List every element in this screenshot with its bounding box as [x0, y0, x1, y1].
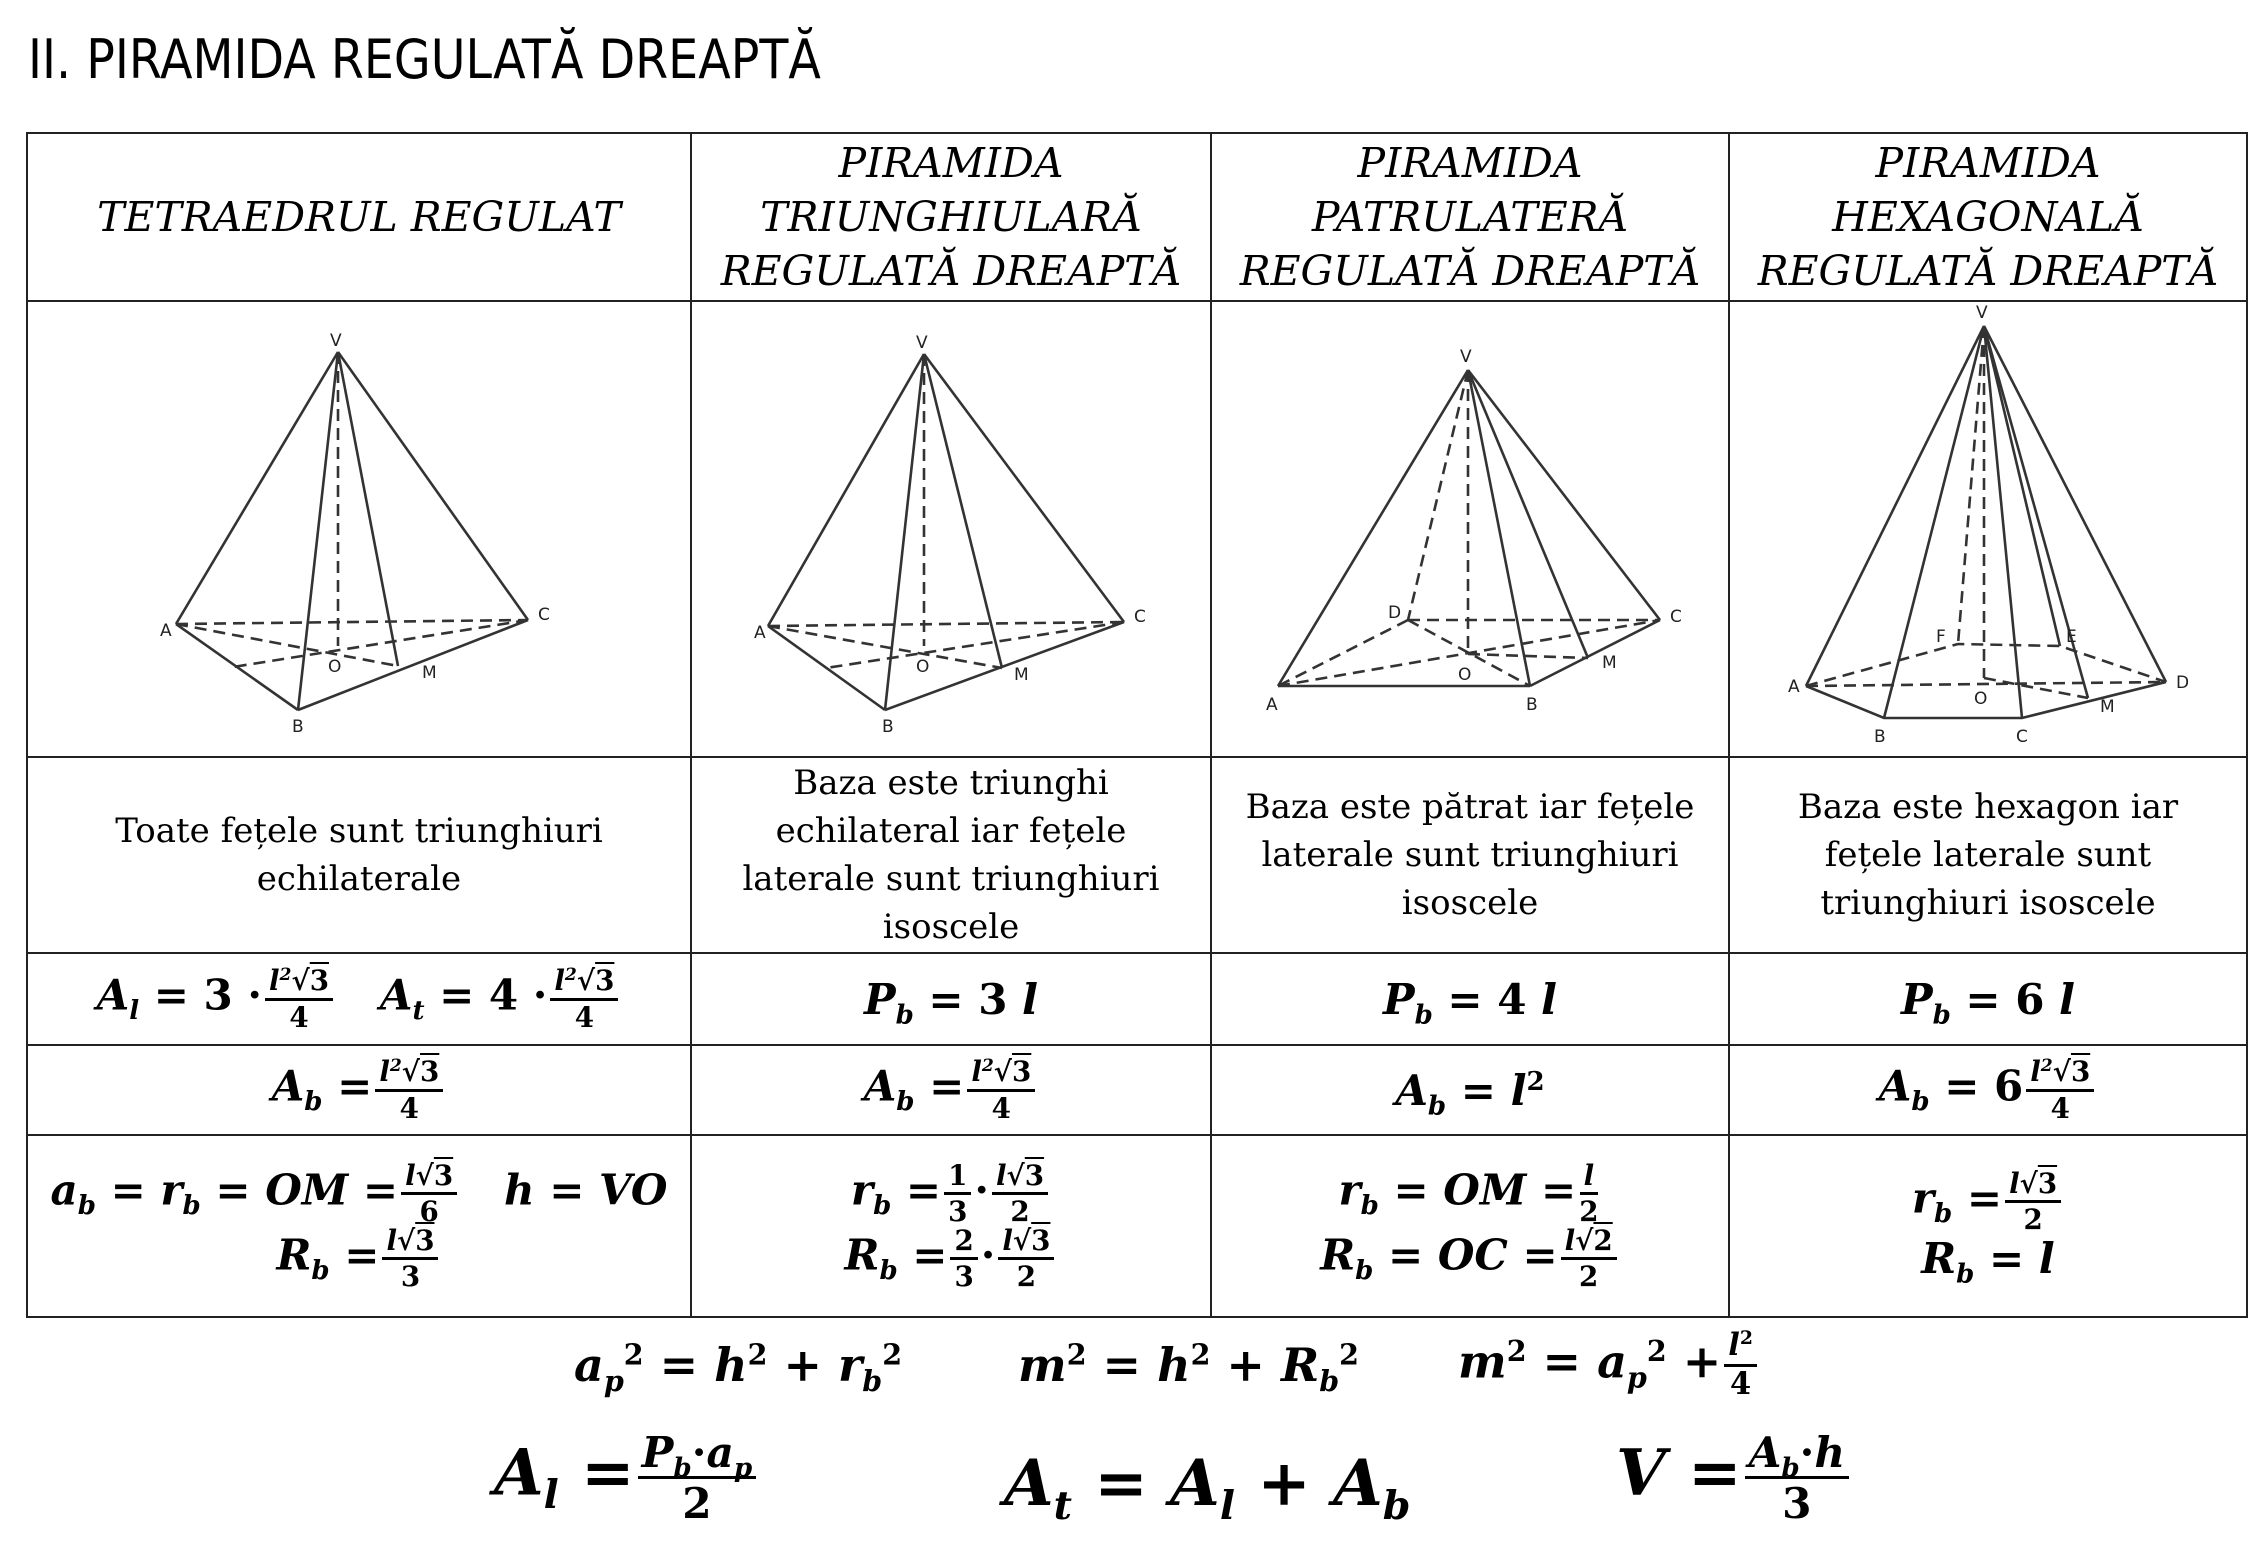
vertex-label: A: [754, 623, 766, 643]
formula-arie-baza-triunghiulara: $A_b$ = $\frac{l^2√3}{4}$: [691, 1045, 1211, 1135]
formula-line: $R_b$ = $\frac{l√3}{3}$: [28, 1226, 690, 1291]
edge-vc: [1984, 326, 2022, 718]
header-line: REGULATĂ DREAPTĂ: [1239, 247, 1701, 295]
vertex-label: B: [1874, 727, 1886, 747]
formula-perimetru-triunghiulara: $P_b = 3$ l: [691, 953, 1211, 1045]
formula-arie-totala: $A_t = A_l + A_b$: [1004, 1446, 1411, 1529]
vertex-label: O: [1974, 689, 1988, 709]
formula-line: $R_b$ = OC = $\frac{l√2}{2}$: [1212, 1226, 1728, 1291]
description-patrulatera: Baza este pătrat iar fețele laterale sunt triunghiuri isoscele: [1211, 757, 1729, 953]
vertex-label: O: [1458, 665, 1472, 685]
vertex-label: F: [1936, 627, 1946, 647]
formula-arie-baza-tetraedru: $A_b$ = $\frac{l^2√3}{4}$: [27, 1045, 691, 1135]
edge-vb: [1468, 370, 1530, 686]
formula-raze-tetraedru: [27, 1135, 691, 1317]
formula-raze-patrulatera: [1211, 1135, 1729, 1317]
edge-ve: [1984, 326, 2060, 646]
vertex-label: A: [160, 621, 172, 641]
formula-perimetru-patrulatera: $P_b = 4$ l: [1211, 953, 1729, 1045]
edge-vm: [1468, 370, 1588, 658]
formula-line: $r_b$ = $\frac{l√3}{2}$: [1730, 1169, 2246, 1234]
triunghiulara-diagram: [692, 302, 1211, 756]
header-line: TETRAEDRUL REGULAT: [97, 193, 621, 241]
tetraedru-diagram: [28, 302, 691, 756]
header-line: REGULATĂ DREAPTĂ: [720, 247, 1182, 295]
formula-line: $R_b = l$: [1921, 1234, 2055, 1290]
vertex-label: D: [1388, 603, 1402, 623]
header-line: TRIUNGHIULARĂ: [760, 193, 1142, 241]
header-triunghiulara: [691, 133, 1211, 301]
edge-vc: [924, 354, 1124, 622]
description-row: [27, 757, 2247, 953]
header-line: PIRAMIDA: [1357, 139, 1583, 187]
formula-arie-baza-patrulatera: $A_b = l^2$: [1211, 1045, 1729, 1135]
vertex-label: B: [882, 717, 894, 737]
segment-om: [1984, 678, 2088, 698]
header-tetraedru: [27, 133, 691, 301]
formula-line: $a_b = r_b$ = OM = $\frac{l√3}{6}$ h = VO: [50, 1158, 668, 1228]
formula-arii-tetraedru: $A_l = 3$ · $\frac{l^2√3}{4}$ $A_t = 4$ · $\frac{l^2√3}{4}$: [27, 953, 691, 1045]
figure-triunghiulara: [691, 301, 1211, 757]
figure-patrulatera: [1211, 301, 1729, 757]
description-triunghiulara: Baza este triunghi echilateral iar fețele laterale sunt triunghiuri isoscele: [691, 757, 1211, 953]
edge-va: [768, 354, 924, 626]
formula-line: $r_b$ = OM = $\frac{l}{2}$: [1338, 1158, 1599, 1228]
edge-vm: [924, 354, 1002, 668]
diagonal-ad: [1806, 682, 2166, 686]
vertex-label: M: [1014, 665, 1029, 685]
general-formulas: [0, 1320, 2266, 1568]
edge-ab: [768, 626, 885, 710]
vertex-label: C: [1134, 607, 1146, 627]
formula-row-3: [27, 1135, 2247, 1317]
vertex-label: O: [328, 657, 342, 677]
edge-vd-hidden: [1408, 370, 1468, 620]
vertex-label: M: [2100, 697, 2115, 717]
formula-apotema: $a_p^2 = h^2 + r_b^2$: [574, 1337, 903, 1399]
pyramid-table: [26, 132, 2248, 1318]
patrulatera-diagram: [1212, 302, 1729, 756]
vertex-label: V: [330, 331, 342, 351]
hexagonala-diagram: [1730, 302, 2247, 756]
edge-bc: [1530, 620, 1660, 686]
header-line: PATRULATERĂ: [1311, 193, 1629, 241]
header-line: HEXAGONALĂ: [1832, 193, 2144, 241]
formula-arie-laterala: $A_l$ = $\frac{P_b\cdot a_p}{2}$: [494, 1430, 759, 1526]
segment-om: [1468, 654, 1588, 658]
formula-muchie-laterala: $m^2 = h^2 + R_b^2$: [1018, 1337, 1360, 1399]
formula-raze-hexagonala: [1729, 1135, 2247, 1317]
vertex-label: C: [2016, 727, 2028, 747]
edge-vc: [338, 352, 528, 620]
edge-va: [1806, 326, 1984, 686]
formula-raze-triunghiulara: [691, 1135, 1211, 1317]
vertex-label: A: [1266, 695, 1278, 715]
formula-perimetru-hexagonala: $P_b = 6$ l: [1729, 953, 2247, 1045]
edge-va: [176, 352, 338, 624]
vertex-label: E: [2066, 627, 2077, 647]
formula-muchie-apotema: $m^2 = a_p^2$ + $\frac{l^2}{4}$: [1458, 1330, 1760, 1401]
figure-hexagonala: [1729, 301, 2247, 757]
header-row: [27, 133, 2247, 301]
header-line: PIRAMIDA: [1875, 139, 2101, 187]
edge-ac-hidden: [176, 620, 528, 624]
figure-row: [27, 301, 2247, 757]
formula-row-2: [27, 1045, 2247, 1135]
header-patrulatera: [1211, 133, 1729, 301]
page-title: II. PIRAMIDA REGULATĂ DREAPTĂ: [28, 28, 821, 91]
formula-arie-baza-hexagonala: $A_b = 6$ $\frac{l^2√3}{4}$: [1729, 1045, 2247, 1135]
header-line: PIRAMIDA: [838, 139, 1064, 187]
vertex-label: B: [1526, 695, 1538, 715]
formula-line: $R_b$ = $\frac{2}{3}$ · $\frac{l√3}{2}$: [692, 1226, 1210, 1291]
median-am: [176, 624, 398, 666]
vertex-label: O: [916, 657, 930, 677]
vertex-label: D: [2176, 673, 2190, 693]
formula-row-1: [27, 953, 2247, 1045]
vertex-label: M: [1602, 653, 1617, 673]
edge-vm: [338, 352, 398, 666]
formula-volum: V = $\frac{A_b\cdot h}{3}$: [1616, 1430, 1852, 1526]
vertex-label: A: [1788, 677, 1800, 697]
vertex-label: V: [916, 333, 928, 353]
header-line: REGULATĂ DREAPTĂ: [1757, 247, 2219, 295]
figure-tetraedru: [27, 301, 691, 757]
edge-ac-hidden: [768, 622, 1124, 626]
header-hexagonala: [1729, 133, 2247, 301]
vertex-label: B: [292, 717, 304, 737]
vertex-label: M: [422, 663, 437, 683]
edge-vc: [1468, 370, 1660, 620]
vertex-label: V: [1460, 347, 1472, 367]
description-hexagonala: Baza este hexagon iar fețele laterale sunt triunghiuri isoscele: [1729, 757, 2247, 953]
vertex-label: C: [538, 605, 550, 625]
description-tetraedru: Toate fețele sunt triunghiuri echilaterale: [27, 757, 691, 953]
vertex-label: V: [1976, 303, 1988, 323]
vertex-label: C: [1670, 607, 1682, 627]
formula-line: $r_b$ = $\frac{1}{3}$ · $\frac{l√3}{2}$: [692, 1161, 1210, 1226]
